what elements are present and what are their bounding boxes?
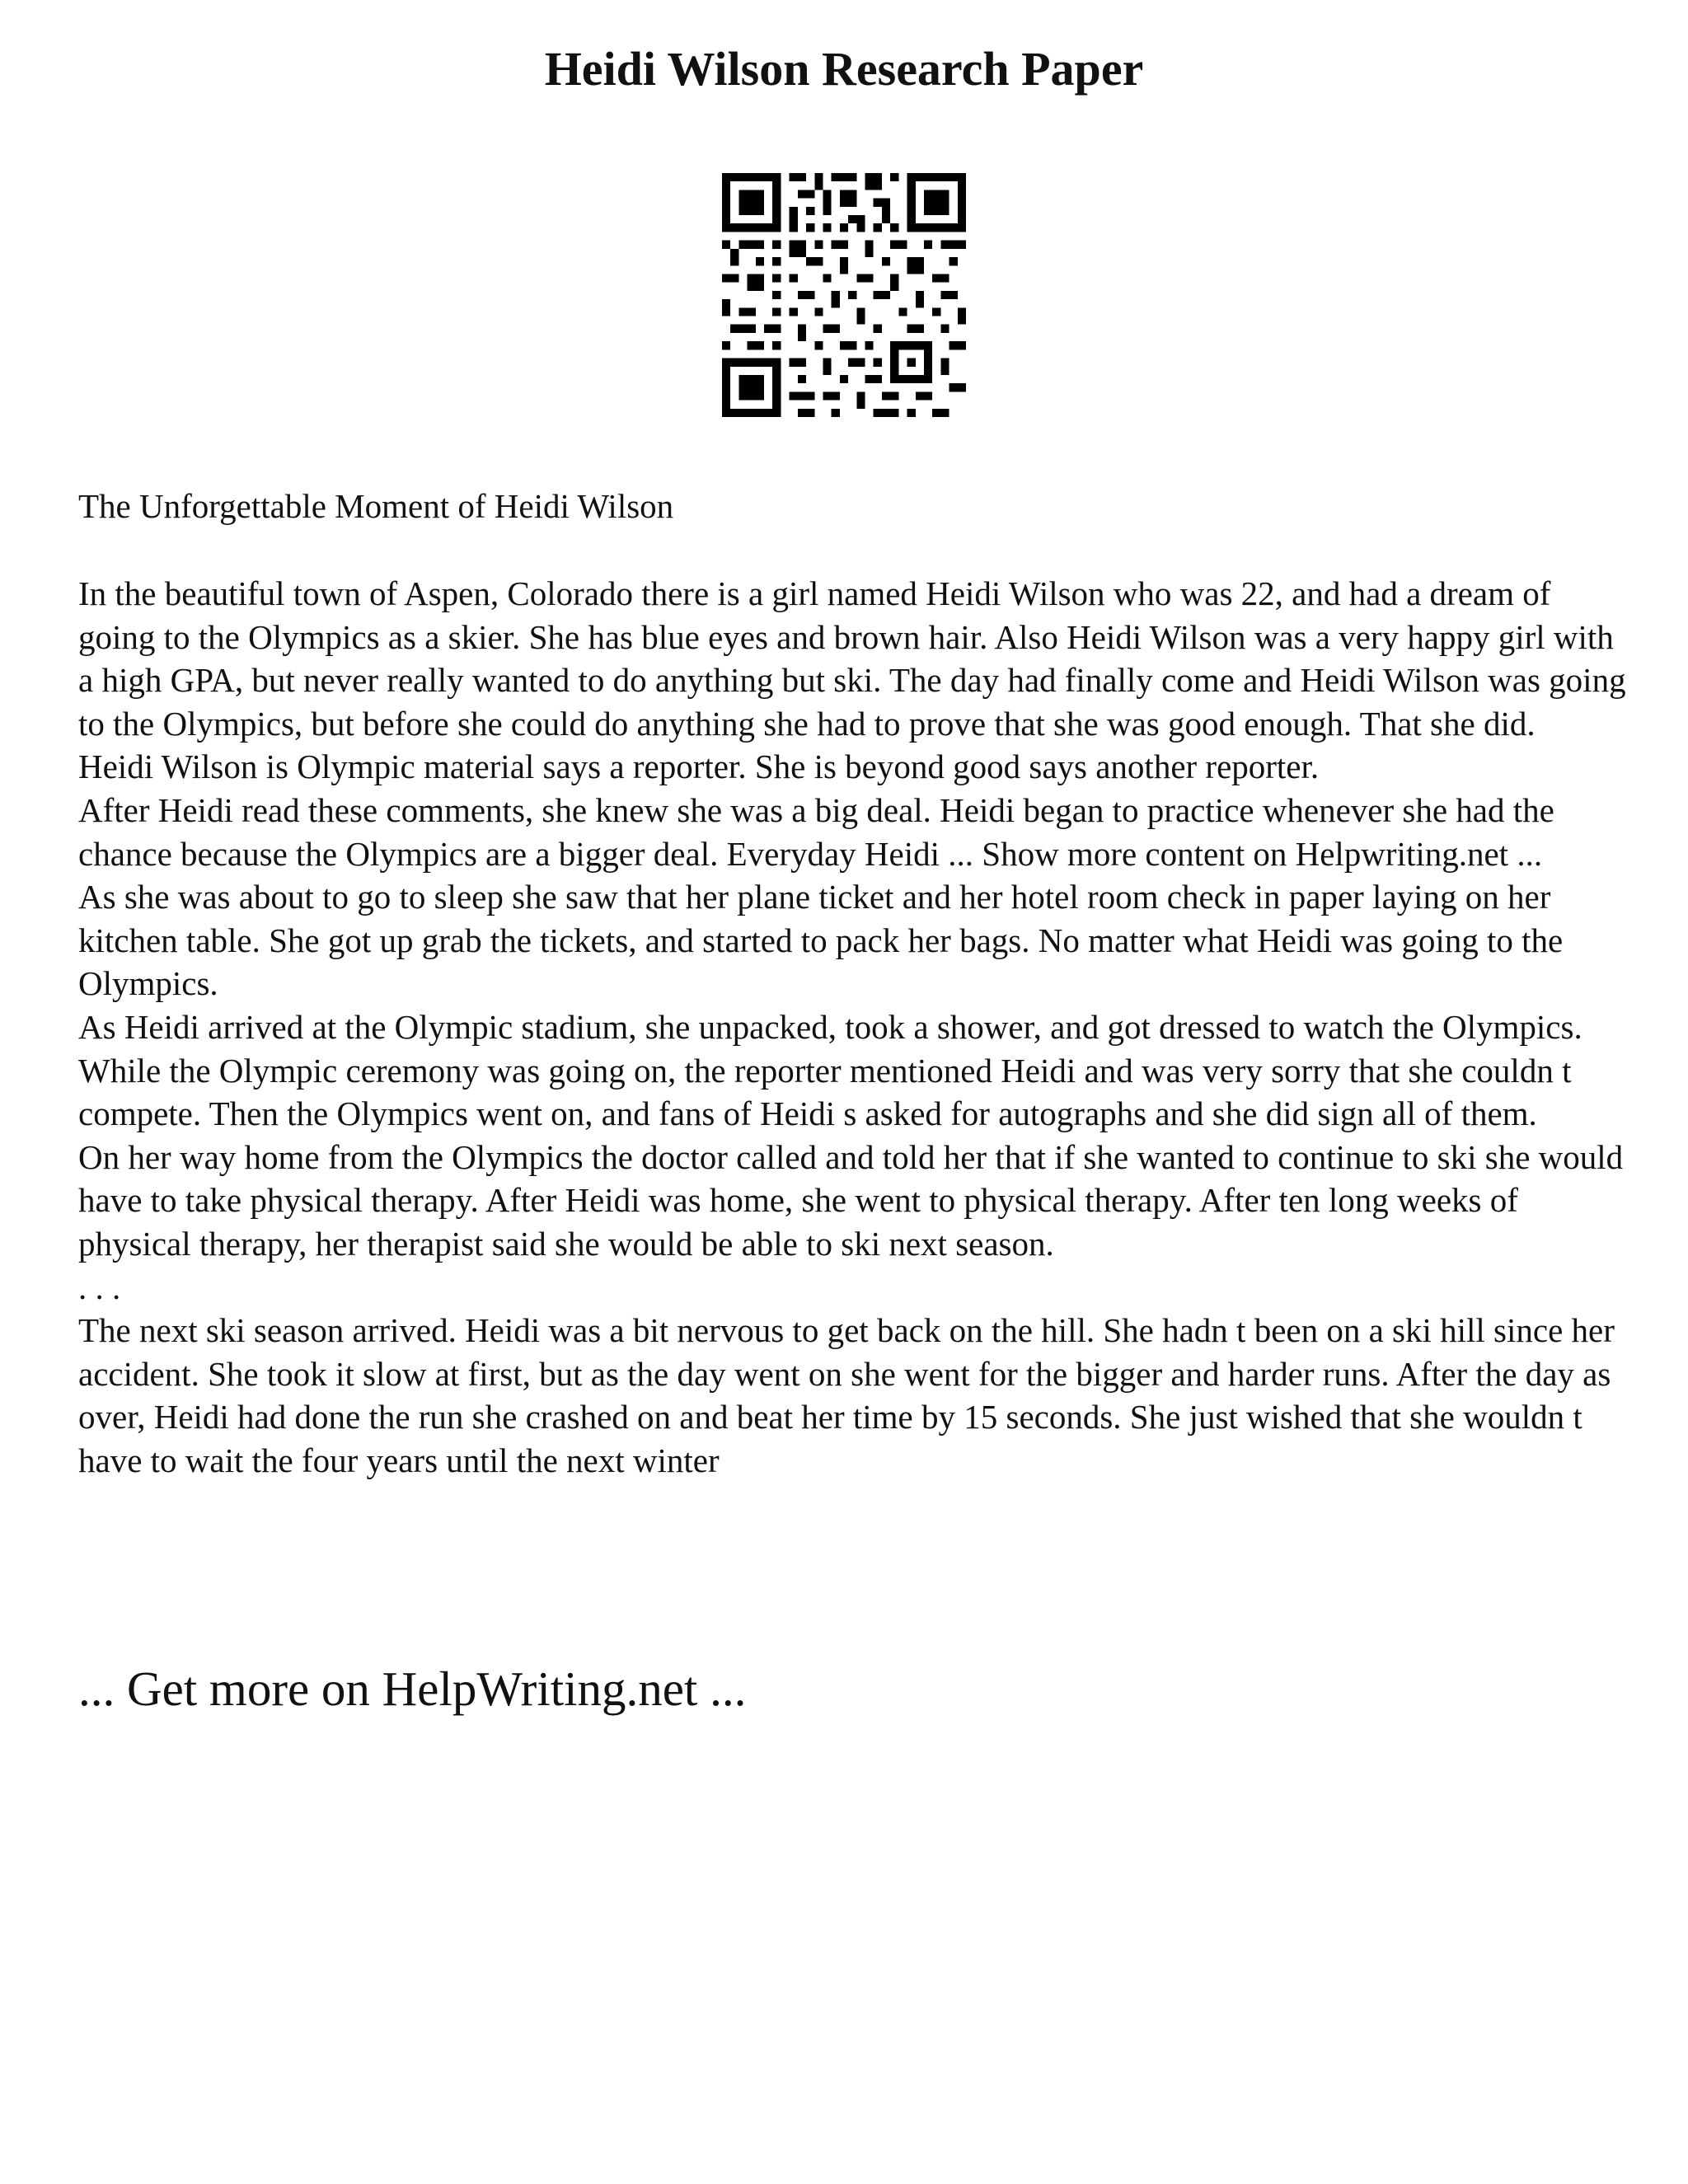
get-more-link[interactable]: ... Get more on HelpWriting.net ... bbox=[78, 1661, 747, 1716]
qr-code-icon bbox=[722, 173, 966, 417]
document-subtitle: The Unforgettable Moment of Heidi Wilson bbox=[78, 487, 674, 525]
document-body bbox=[78, 572, 1628, 1482]
ellipsis-separator: . . . bbox=[78, 1268, 121, 1306]
paragraph: As Heidi arrived at the Olympic stadium, she unpacked, took a shower, and got dressed to watch the Olympics. While the Olympic ceremony was going on, the reporter mentioned Heidi and was very sorry that she couldn t compete. Then the Olympics went on, and fans of Heidi s asked for autographs and she did sign all of them. bbox=[78, 1007, 1582, 1133]
paragraph: As she was about to go to sleep she saw that her plane ticket and her hotel room check in paper laying on her kitchen table. She got up grab the tickets, and started to pack her bags. No matter what Heidi was going to the Olympics. bbox=[78, 878, 1564, 1003]
paragraph: The next ski season arrived. Heidi was a bit nervous to get back on the hill. She hadn t been on a ski hill since her accident. She took it slow at first, but as the day went on she went for the bigger and harder runs. After the day as over, Heidi had done the run she crashed on and beat her time by 15 seconds. She just wished that she wouldn t have to wait the four years until the next winter bbox=[78, 1311, 1615, 1479]
document-title: Heidi Wilson Research Paper bbox=[544, 42, 1144, 96]
paragraph: On her way home from the Olympics the doctor called and told her that if she wanted to continue to ski she would have to take physical therapy. After Heidi was home, she went to physical therapy. After ten long weeks of physical therapy, her therapist said she would be able to ski next season. bbox=[78, 1137, 1624, 1263]
paragraph: In the beautiful town of Aspen, Colorado there is a girl named Heidi Wilson who was 22, and had a dream of going to the Olympics as a skier. She has blue eyes and brown hair. Also Heidi Wilson was a very happy girl with a high GPA, but never really wanted to do anything but ski. The day had finally come and Heidi Wilson was going to the Olympics, but before she could do anything she had to prove that she was good enough. That she did. bbox=[78, 574, 1626, 743]
paragraph: After Heidi read these comments, she knew she was a big deal. Heidi began to practice whenever she had the chance because the Olympics are a bigger deal. Everyday Heidi ... Show more content on Helpwriting.net ... bbox=[78, 790, 1554, 873]
paragraph: Heidi Wilson is Olympic material says a reporter. She is beyond good says another reporter. bbox=[78, 748, 1320, 786]
